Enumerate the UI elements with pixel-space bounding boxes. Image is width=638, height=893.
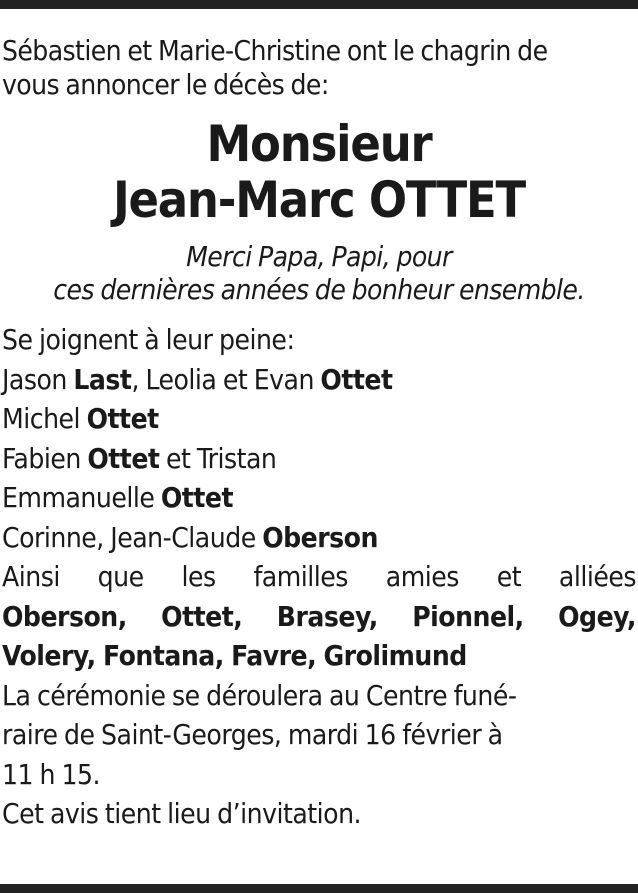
deceased-name: Jean-Marc OTTET <box>112 171 526 229</box>
mourners-heading: Se joignent à leur peine: <box>2 323 295 356</box>
families-list-line-2: Volery, Fontana, Favre, Grolimund <box>2 639 467 672</box>
families-list-line-1: Oberson, Ottet, Brasey, Pionnel, Ogey, <box>2 599 636 633</box>
mourners-section <box>2 320 636 834</box>
ceremony-line-3: 11 h 15. <box>2 757 101 791</box>
dedication-quote <box>2 240 636 306</box>
given-names: , Leolia et Evan <box>131 362 321 396</box>
mourner-row <box>2 360 636 400</box>
obituary-notice <box>2 34 636 834</box>
given-names: Emmanuelle <box>2 481 161 514</box>
top-border-rule <box>0 0 638 9</box>
family-name: Ottet <box>87 441 160 475</box>
ceremony-line-2: raire de Saint-Georges, mardi 16 février à <box>2 718 503 751</box>
ceremony-line-1: La cérémonie se déroulera au Centre funé- <box>2 678 517 712</box>
given-names: et Tristan <box>159 441 277 475</box>
deceased-name-block <box>2 116 636 228</box>
given-names: Jason <box>2 362 74 396</box>
intro-line-2: vous annoncer le décès de: <box>2 68 329 101</box>
given-names: Michel <box>2 402 87 435</box>
given-names: Corinne, Jean-Claude <box>2 520 263 554</box>
quote-line-2: ces dernières années de bonheur ensemble. <box>53 273 585 306</box>
mourner-row <box>2 439 636 479</box>
deceased-title: Monsieur <box>206 115 432 173</box>
family-name: Ottet <box>320 362 393 396</box>
closing-note: Cet avis tient lieu d’invitation. <box>2 797 362 830</box>
family-name: Ottet <box>160 481 234 514</box>
intro-line-1: Sébastien et Marie-Christine ont le chagrin de <box>2 34 548 67</box>
mourner-row <box>2 399 636 439</box>
family-name: Ottet <box>86 402 159 435</box>
intro-text <box>2 34 636 102</box>
family-name: Last <box>73 362 132 396</box>
mourner-row <box>2 478 636 518</box>
bottom-border-rule <box>0 884 638 893</box>
quote-line-1: Merci Papa, Papi, pour <box>186 240 452 273</box>
given-names: Fabien <box>2 441 88 475</box>
families-intro: Ainsi que les familles amies et alliées <box>2 560 636 593</box>
mourner-row <box>2 518 636 558</box>
family-name: Oberson <box>262 520 378 554</box>
